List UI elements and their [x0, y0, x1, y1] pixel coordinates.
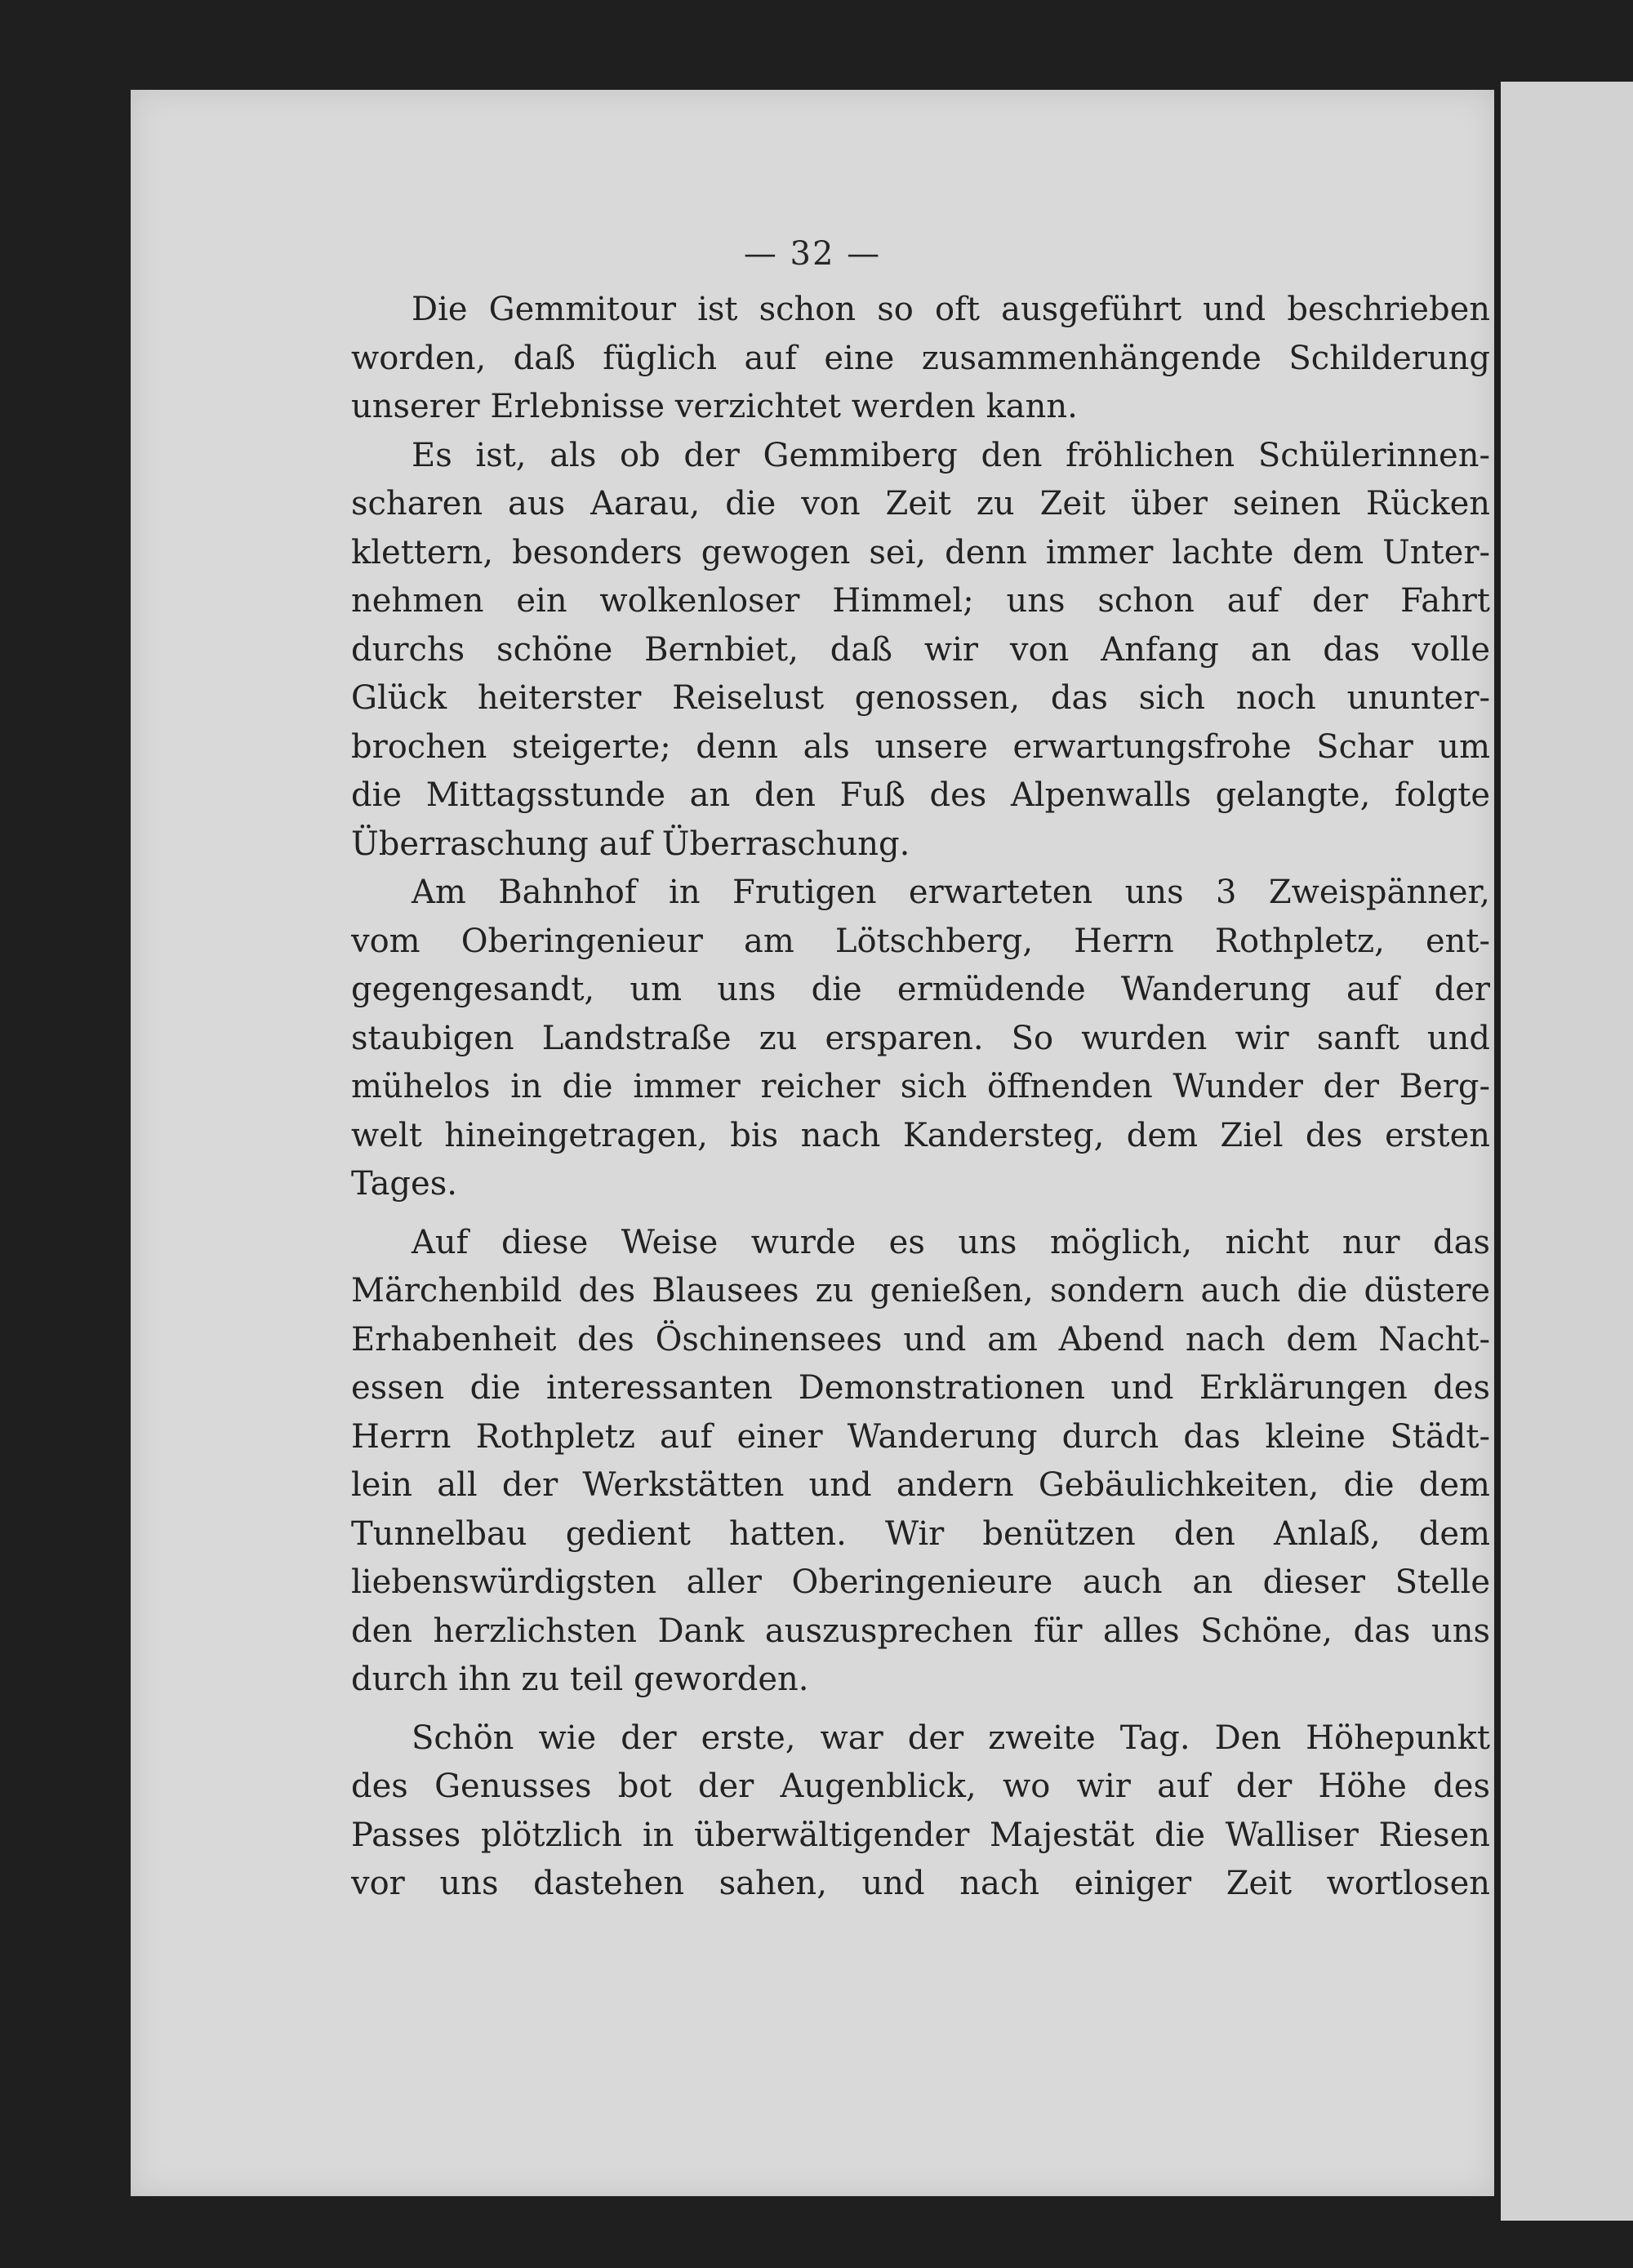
text-line: des Genusses bot der Augenblick, wo wir auf der Höhe des [351, 1768, 1490, 1805]
text-line: welt hineingetragen, bis nach Kandersteg, dem Ziel des ersten [351, 1116, 1490, 1154]
paragraph-1 [351, 286, 1490, 432]
text-line: scharen aus Aarau, die von Zeit zu Zeit über seinen Rücken [351, 485, 1490, 523]
text-line: brochen steigerte; denn als unsere erwartungsfrohe Schar um [351, 727, 1490, 766]
text-line: Auf diese Weise wurde es uns möglich, nicht nur das [412, 1223, 1490, 1261]
text-line: essen die interessanten Demonstrationen und Erklärungen des [351, 1369, 1490, 1407]
text-line: Die Gemmitour ist schon so oft ausgeführt und beschrieben [412, 291, 1490, 328]
text-line: Es ist, als ob der Gemmiberg den fröhlichen Schülerinnen- [412, 436, 1490, 474]
text-line: die Mittagsstunde an den Fuß des Alpenwalls gelangte, folgte [351, 776, 1490, 814]
text-line: staubigen Landstraße zu ersparen. So wurden wir sanft und [351, 1019, 1490, 1057]
paragraph-4 [351, 1219, 1490, 1705]
text-line: lein all der Werkstätten und andern Gebäulichkeiten, die dem [351, 1466, 1490, 1504]
text-line: Passes plötzlich in überwältigender Majestät die Walliser Riesen [351, 1816, 1490, 1854]
text-line: mühelos in die immer reicher sich öffnenden Wunder der Berg- [351, 1068, 1490, 1105]
paragraph-3 [351, 869, 1490, 1209]
text-line: durch ihn zu teil geworden. [351, 1661, 809, 1698]
text-line: Am Bahnhof in Frutigen erwarteten uns 3 Zweispänner, [412, 874, 1490, 911]
text-line: nehmen ein wolkenloser Himmel; uns schon auf der Fahrt [351, 582, 1490, 620]
text-line: gegengesandt, um uns die ermüdende Wanderung auf der [351, 971, 1490, 1008]
text-line: vor uns dastehen sahen, und nach einiger Zeit wortlosen [351, 1865, 1490, 1902]
text-line: Überraschung auf Überraschung. [351, 825, 910, 863]
text-line: Märchenbild des Blausees zu genießen, sondern auch die düstere [351, 1272, 1490, 1310]
book-page [131, 90, 1494, 2196]
text-line: klettern, besonders gewogen sei, denn immer lachte dem Unter- [351, 533, 1490, 571]
text-line: vom Oberingenieur am Lötschberg, Herrn Rothpletz, ent- [351, 922, 1490, 960]
text-line: worden, daß füglich auf eine zusammenhängende Schilderung [351, 339, 1490, 377]
text-line: Glück heiterster Reiselust genossen, das sich noch ununter- [351, 679, 1490, 717]
next-page-edge [1501, 82, 1633, 2221]
text-line: Erhabenheit des Öschinensees und am Abend nach dem Nacht- [351, 1320, 1490, 1359]
text-line: Herrn Rothpletz auf einer Wanderung durch das kleine Städt- [351, 1417, 1490, 1456]
text-line: unserer Erlebnisse verzichtet werden kann. [351, 388, 1078, 425]
text-line: den herzlichsten Dank auszusprechen für alles Schöne, das uns [351, 1612, 1490, 1650]
paragraph-2 [351, 432, 1490, 869]
paragraph-5 [351, 1714, 1490, 1909]
body-text [351, 286, 1490, 1909]
text-line: liebenswürdigsten aller Oberingenieure auch an dieser Stelle [351, 1563, 1490, 1601]
text-line: Schön wie der erste, war der zweite Tag. Den Höhepunkt [412, 1719, 1490, 1757]
text-line: Tunnelbau gedient hatten. Wir benützen den Anlaß, dem [351, 1514, 1490, 1553]
text-line: durchs schöne Bernbiet, daß wir von Anfang an das volle [351, 630, 1490, 669]
page-number: — 32 — [743, 235, 882, 273]
text-line: Tages. [351, 1165, 457, 1203]
